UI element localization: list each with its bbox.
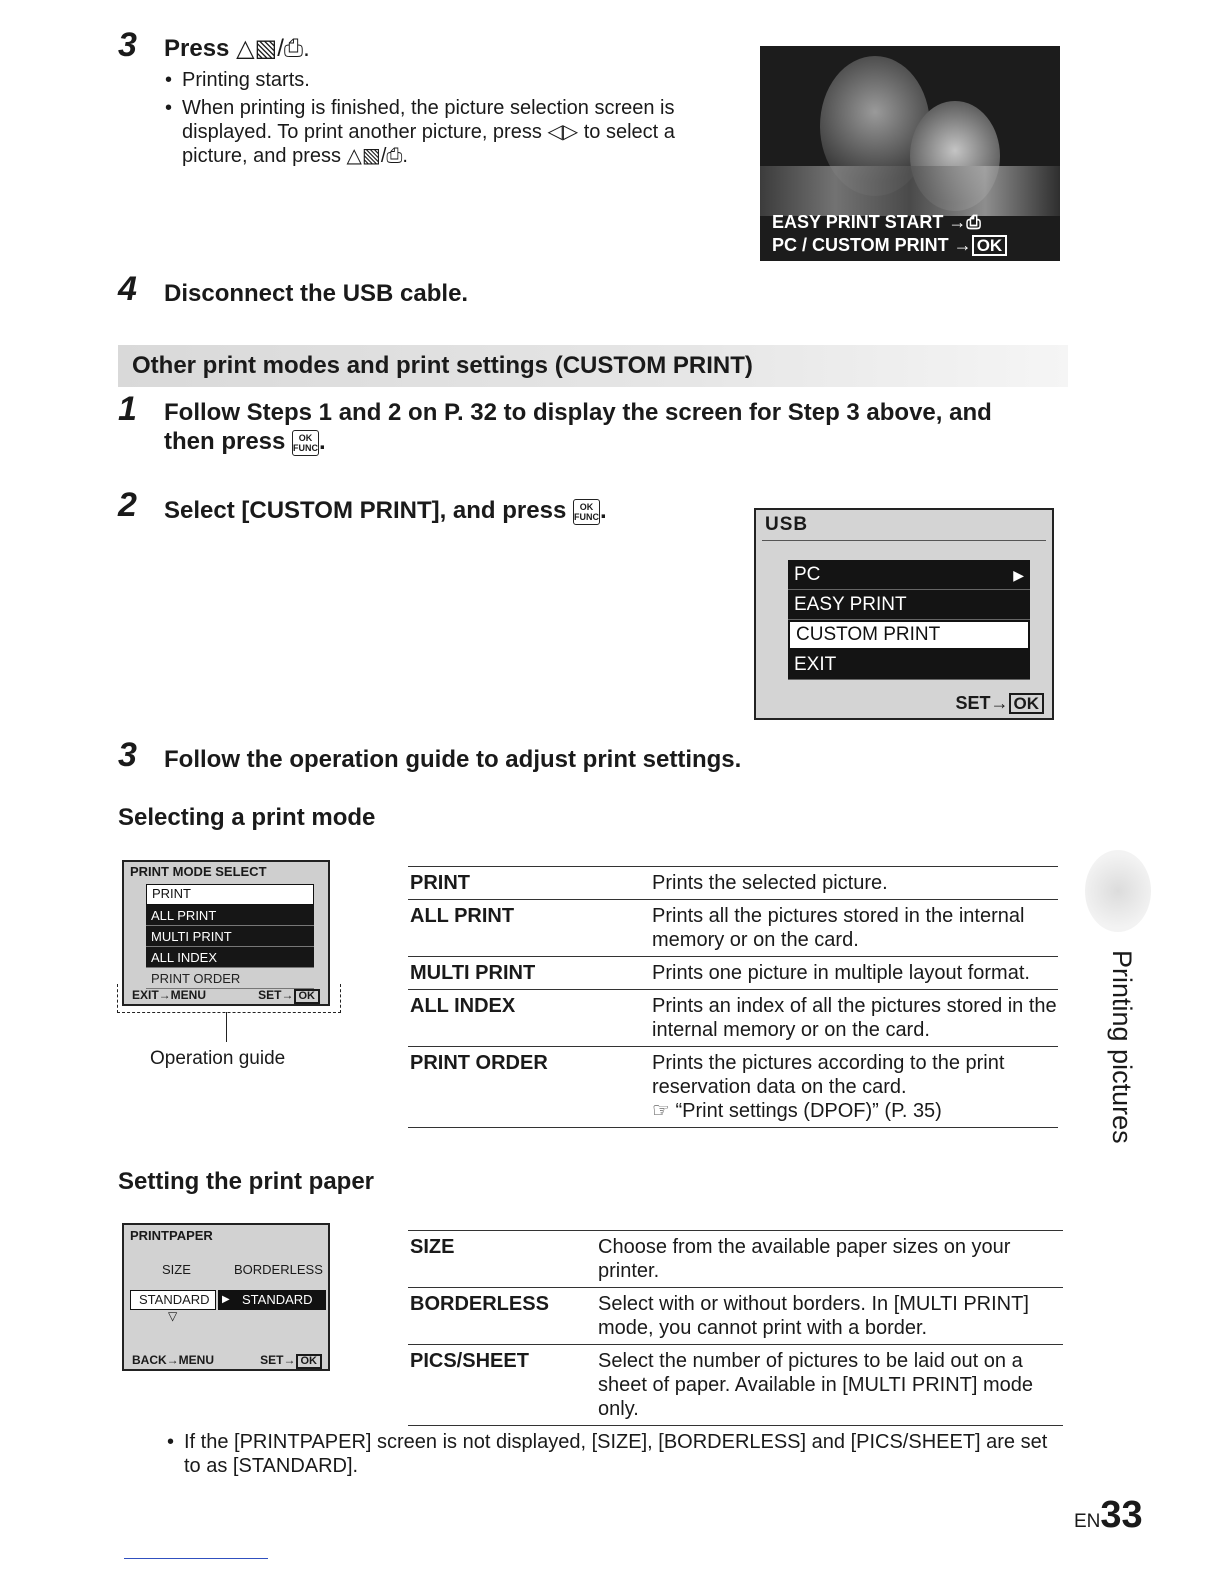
step-title: Disconnect the USB cable. bbox=[164, 280, 469, 307]
note-bullet: • If the [PRINTPAPER] screen is not displayed, [SIZE], [BORDERLESS] and [PICS/SHEET] are set to as [STANDARD]. bbox=[184, 1430, 1064, 1478]
paper-screen-title: PRINTPAPER bbox=[130, 1228, 213, 1243]
step-title bbox=[164, 34, 310, 63]
usb-screen bbox=[754, 508, 1054, 720]
set-ok-guide: SET→ OK bbox=[955, 693, 1044, 714]
table-desc: Choose from the available paper sizes on your printer. bbox=[598, 1236, 1011, 1282]
table-key: MULTI PRINT bbox=[410, 962, 536, 984]
table-desc: Select with or without borders. In [MULTI PRINT] mode, you cannot print with a border. bbox=[598, 1293, 1029, 1339]
table-row bbox=[408, 1345, 1063, 1426]
exit-guide: EXIT→MENU bbox=[132, 988, 207, 1002]
section-title: Other print modes and print settings (CUSTOM PRINT) bbox=[132, 352, 753, 379]
page-number bbox=[1074, 1494, 1143, 1537]
table-key: PRINT bbox=[410, 872, 470, 894]
paper-screen-footer bbox=[132, 1353, 322, 1367]
table-key: BORDERLESS bbox=[410, 1293, 549, 1315]
step-number: 1 bbox=[118, 390, 137, 428]
divider bbox=[762, 540, 1046, 541]
table-row bbox=[408, 1047, 1058, 1128]
usb-screen-title: USB bbox=[765, 514, 809, 535]
table-key: ALL PRINT bbox=[410, 905, 515, 927]
table-row bbox=[408, 957, 1058, 990]
table-key: PICS/SHEET bbox=[410, 1350, 529, 1372]
side-tab-text: Printing pictures bbox=[1107, 950, 1137, 1144]
table-key: ALL INDEX bbox=[410, 995, 516, 1017]
arrow-right-icon: ▶ bbox=[222, 1294, 230, 1305]
step-title: Follow the operation guide to adjust print settings. bbox=[164, 746, 742, 773]
step-title-text: Press bbox=[164, 35, 230, 62]
photo-background bbox=[760, 166, 1060, 216]
mode-item: ALL INDEX bbox=[146, 947, 314, 968]
table-desc-text: Prints the pictures according to the print reservation data on the card. bbox=[652, 1052, 1005, 1098]
paper-size-value: STANDARD bbox=[130, 1290, 216, 1310]
print-paper-screen bbox=[122, 1223, 330, 1371]
operation-guide-pointer bbox=[226, 1012, 227, 1042]
step-number: 4 bbox=[118, 270, 137, 308]
set-ok-guide: SET→ OK bbox=[260, 1353, 322, 1369]
table-desc: Prints all the pictures stored in the internal memory or on the card. bbox=[652, 905, 1025, 951]
usb-menu-item-exit: EXIT bbox=[788, 650, 1030, 680]
step-title-line2: then press OK FUNC. bbox=[164, 428, 326, 455]
set-ok-guide: SET→ OK bbox=[258, 988, 320, 1004]
ok-func-button-icon: OK FUNC bbox=[292, 430, 319, 456]
table-row bbox=[408, 1288, 1063, 1345]
mode-item: MULTI PRINT bbox=[146, 926, 314, 947]
bullet-item bbox=[182, 96, 742, 168]
print-button-icon: △▧/⎙. bbox=[346, 145, 408, 167]
table-desc: Prints one picture in multiple layout format. bbox=[652, 962, 1030, 984]
screen-line-text: PC / CUSTOM PRINT → bbox=[772, 235, 972, 255]
reference-link: ☞ “Print settings (DPOF)” (P. 35) bbox=[652, 1100, 942, 1122]
print-paper-table bbox=[408, 1230, 1063, 1426]
step-number: 2 bbox=[118, 486, 137, 524]
step-title-text: then press bbox=[164, 428, 286, 455]
page-num: 33 bbox=[1100, 1494, 1143, 1536]
paper-col-size: SIZE bbox=[162, 1262, 191, 1277]
bullet-text: picture, and press bbox=[182, 145, 341, 167]
step-title: Select [CUSTOM PRINT], and press OK FUNC. bbox=[164, 497, 607, 524]
left-right-arrow-icon: ◁▷ bbox=[547, 121, 579, 143]
usb-menu bbox=[788, 560, 1030, 680]
tab-marker bbox=[1085, 850, 1151, 932]
table-row bbox=[408, 900, 1058, 957]
table-desc: Prints an index of all the pictures stored in the internal memory or on the card. bbox=[652, 995, 1057, 1041]
mode-item: ALL PRINT bbox=[146, 905, 314, 926]
step-number: 3 bbox=[118, 736, 137, 774]
mode-item: PRINT bbox=[146, 884, 314, 905]
ok-button-icon: OK bbox=[972, 235, 1008, 256]
table-desc bbox=[652, 1047, 1058, 1128]
table-desc: Prints the selected picture. bbox=[652, 872, 888, 894]
mode-item: PRINT ORDER bbox=[146, 968, 314, 989]
print-button-icon: △▧/⎙. bbox=[236, 35, 310, 62]
bullet-text: When printing is finished, the picture selection screen is displayed. To print another picture, press bbox=[182, 97, 675, 143]
usb-menu-item-pc: PC ▶ bbox=[788, 560, 1030, 590]
ok-button-icon: OK bbox=[294, 989, 321, 1004]
table-key: SIZE bbox=[410, 1236, 455, 1258]
paper-col-borderless: BORDERLESS bbox=[234, 1262, 323, 1277]
back-guide: BACK→MENU bbox=[132, 1353, 214, 1367]
usb-menu-item-custom-print: CUSTOM PRINT bbox=[788, 620, 1030, 650]
table-desc: Select the number of pictures to be laid out on a sheet of paper. Available in [MULTI PRINT] mode only. bbox=[598, 1350, 1034, 1420]
bullet-item: • Printing starts. bbox=[182, 68, 310, 92]
screen-line-easy-print: EASY PRINT START →⎙ bbox=[772, 212, 981, 232]
usb-menu-item-easy-print: EASY PRINT bbox=[788, 590, 1030, 620]
subheading-print-paper: Setting the print paper bbox=[118, 1168, 375, 1195]
step-number: 3 bbox=[118, 26, 137, 64]
bullet-text: to select a bbox=[583, 121, 675, 143]
print-mode-table bbox=[408, 866, 1058, 1128]
step-title-text: Select [CUSTOM PRINT], and press bbox=[164, 497, 567, 524]
operation-guide-label: Operation guide bbox=[150, 1048, 286, 1069]
section-heading-bar bbox=[118, 345, 1068, 387]
table-key: PRINT ORDER bbox=[410, 1052, 548, 1074]
page-lang: EN bbox=[1074, 1511, 1101, 1532]
mode-list bbox=[146, 884, 314, 989]
subheading-print-mode: Selecting a print mode bbox=[118, 804, 376, 831]
table-row bbox=[408, 867, 1058, 900]
arrow-down-icon: ▽ bbox=[168, 1309, 178, 1323]
side-tab-label bbox=[1093, 950, 1143, 1150]
step-title: Follow Steps 1 and 2 on P. 32 to display the screen for Step 3 above, and bbox=[164, 399, 992, 426]
ok-button-icon: OK bbox=[1009, 693, 1045, 714]
footer-rule bbox=[124, 1558, 268, 1559]
table-row bbox=[408, 990, 1058, 1047]
arrow-right-icon: ▶ bbox=[1013, 567, 1024, 583]
ok-func-button-icon: OK FUNC bbox=[573, 499, 600, 525]
table-row bbox=[408, 1231, 1063, 1288]
ok-button-icon: OK bbox=[296, 1354, 323, 1369]
operation-guide-bracket bbox=[117, 984, 341, 1013]
paper-borderless-value: ▶ STANDARD bbox=[218, 1290, 326, 1310]
easy-print-screen bbox=[760, 46, 1060, 261]
mode-screen-title: PRINT MODE SELECT bbox=[130, 864, 267, 879]
screen-line-custom-print bbox=[772, 235, 1007, 256]
